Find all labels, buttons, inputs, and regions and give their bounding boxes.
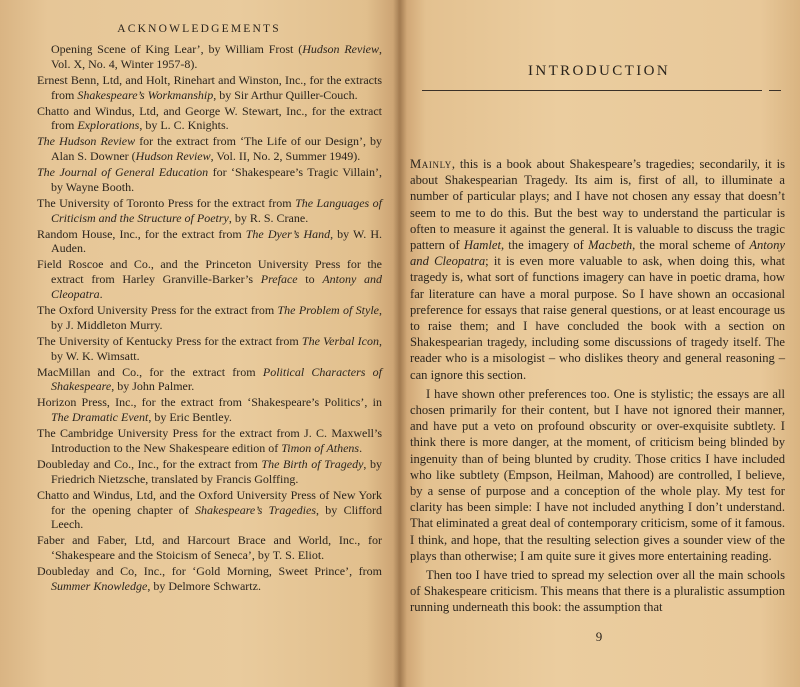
text-run: MacMillan and Co., for the extract from xyxy=(37,364,263,379)
italic-title: Preface xyxy=(260,272,298,287)
italic-title: Summer Knowledge xyxy=(51,578,148,593)
italic-title: Hudson Review xyxy=(135,149,211,164)
italic-title: Macbeth xyxy=(588,238,633,253)
text-run: Doubleday and Co., Inc., for the extract from xyxy=(37,456,262,471)
text-run: , the moral scheme of xyxy=(632,238,750,253)
title-rule xyxy=(422,90,762,91)
body-paragraph xyxy=(410,386,785,564)
text-run: , by Eric Bentley. xyxy=(148,410,232,425)
acknowledgement-entry xyxy=(37,257,382,301)
text-run: , by John Palmer. xyxy=(111,379,195,394)
acknowledgements-list xyxy=(37,42,382,595)
acknowledgement-entry xyxy=(37,73,382,103)
text-run: The Cambridge University Press for the extract from J. C. Maxwell’s Introduction to the New Shakespeare edition of xyxy=(37,426,382,455)
text-run: , by Friedrich Nietzsche, translated by Francis Golffing. xyxy=(51,456,382,486)
italic-title: The Hudson Review xyxy=(37,134,136,149)
acknowledgement-entry xyxy=(37,395,382,425)
body-paragraph xyxy=(410,567,785,616)
acknowledgement-entry xyxy=(37,564,382,594)
italic-title: Hudson Review xyxy=(302,42,379,56)
italic-title: Shakespeare’s Tragedies xyxy=(195,502,316,517)
text-run: Field Roscoe and Co., and the Princeton University Press for the extract from Harley Granville-Barker’s xyxy=(37,257,382,287)
italic-title: The Problem of Style xyxy=(277,303,379,318)
text-run: The University of Toronto Press for the extract from xyxy=(37,195,296,210)
text-run: , by Clifford Leech. xyxy=(51,502,383,532)
chapter-title: INTRODUCTION xyxy=(527,63,671,79)
acknowledgement-entry xyxy=(37,134,382,164)
acknowledgement-entry xyxy=(37,334,382,364)
italic-title: The Languages of Criticism and the Structure of Poetry xyxy=(51,195,382,225)
text-run: I have shown other preferences too. One is stylistic; the essays are all chosen primarily for their content, but I have not ignored their manner, and have put a veto on profound obscurity or over-exquisite subtlety. I think there is more danger, at the moment, of criticism being blinded by ingenuity than of being blunted by crudity. Those critics I have included who like subtlety (Empson, Heilman, Mahood) are controlled, I believe, by a sense of purpose and a conception of the whole play. My test for clarity has been simple: I have not included anything I don’t understand. That eliminated a great deal of contemporary criticism, some of it famous. I think, and hope, that the resulting selection gives a sounder view of the plays than otherwise; I am quite sure it gives more entertaining reading. xyxy=(410,386,785,563)
italic-title: Explorations xyxy=(77,118,140,133)
text-run: Opening Scene of King Lear’, by William Frost ( xyxy=(51,42,303,56)
acknowledgement-entry xyxy=(37,488,382,532)
italic-title: Political Characters of Shakespeare xyxy=(51,364,382,394)
text-run: Faber and Faber, Ltd, and Harcourt Brace and World, Inc., for ‘Shakespeare and the Stoicism of Seneca’, by T. S. Eliot. xyxy=(37,533,382,563)
text-run: Doubleday and Co, Inc., for ‘Gold Morning, Sweet Prince’, from xyxy=(37,564,382,579)
acknowledgement-entry xyxy=(37,457,382,487)
acknowledgement-entry xyxy=(37,365,382,395)
text-run: , Vol. X, No. 4, Winter 1957-8). xyxy=(51,42,382,71)
text-run: Random House, Inc., for the extract from xyxy=(37,226,246,241)
text-run: Chatto and Windus, Ltd, and George W. Stewart, Inc., for the extract from xyxy=(37,103,382,133)
italic-title: Hamlet xyxy=(463,238,501,253)
acknowledgement-entry xyxy=(37,533,382,563)
text-run: Then too I have tried to spread my selection over all the main schools of Shakespeare criticism. This means that there is a pluralistic assumption running underneath this book: the assumption that xyxy=(410,568,785,615)
text-run: , by Delmore Schwartz. xyxy=(147,578,261,593)
text-run: , by W. K. Wimsatt. xyxy=(51,333,382,363)
text-run: The Oxford University Press for the extract from xyxy=(37,303,278,318)
italic-title: Antony and Cleopatra xyxy=(51,272,382,302)
opening-word: Mainly xyxy=(410,157,452,171)
text-run: , by W. H. Auden. xyxy=(51,226,382,256)
text-run: The University of Kentucky Press for the extract from xyxy=(37,333,302,348)
introduction-body xyxy=(410,156,785,616)
text-run: , by Sir Arthur Quiller-Couch. xyxy=(213,87,358,102)
text-run: . xyxy=(359,440,363,455)
text-run: for the extract from ‘The Life of our Design’, by Alan S. Downer ( xyxy=(51,134,383,164)
text-run: Chatto and Windus, Ltd, and the Oxford University Press of New York for the opening chapter of xyxy=(37,487,382,517)
text-run: , by J. Middleton Murry. xyxy=(51,303,382,332)
italic-title: The Dyer’s Hand xyxy=(245,226,331,241)
italic-title: Shakespeare’s Workmanship xyxy=(77,87,214,102)
running-head: ACKNOWLEDGEMENTS xyxy=(117,23,281,35)
acknowledgement-entry xyxy=(37,227,382,257)
body-paragraph xyxy=(410,156,785,383)
left-page xyxy=(0,0,398,687)
text-run: Ernest Benn, Ltd, and Holt, Rinehart and Winston, Inc., for the extracts from xyxy=(37,72,382,102)
acknowledgement-entry xyxy=(37,165,382,195)
italic-title: The Verbal Icon xyxy=(301,333,379,348)
text-run: for ‘Shakespeare’s Tragic Villain’, by Wayne Booth. xyxy=(51,165,382,194)
text-run: , this is a book about Shakespeare’s tragedies; secondarily, it is about Shakespearian Tragedy. Its aim is, first of all, to illuminate a number of particular plays; and I have not chosen any essay that doesn’t seem to me to do this. But the best way to understand the particular is often to measure it against the general. It is valuable to discuss the tragic pattern of xyxy=(410,157,785,253)
text-run: Horizon Press, Inc., for the extract from ‘Shakespeare’s Politics’, in xyxy=(37,395,382,410)
italic-title: The Dramatic Event xyxy=(51,410,149,425)
text-run: . xyxy=(99,287,103,302)
text-run: , by R. S. Crane. xyxy=(228,210,309,225)
italic-title: Timon of Athens xyxy=(281,440,360,455)
text-run: , the imagery of xyxy=(500,238,589,253)
italic-title: The Journal of General Education xyxy=(37,165,209,180)
right-page xyxy=(398,0,800,687)
italic-title: The Birth of Tragedy xyxy=(261,456,364,471)
page-number: 9 xyxy=(595,629,603,644)
acknowledgement-entry xyxy=(37,42,382,72)
text-run: , Vol. II, No. 2, Summer 1949). xyxy=(210,149,361,164)
text-run: to xyxy=(297,272,323,287)
italic-title: Antony and Cleopatra xyxy=(410,238,785,269)
acknowledgement-entry xyxy=(37,196,382,226)
text-run: , by L. C. Knights. xyxy=(139,118,229,133)
acknowledgement-entry xyxy=(37,104,382,134)
acknowledgement-entry xyxy=(37,303,382,333)
text-run: ; it is even more valuable to ask, when doing this, what tragedy is, what sort of functions imagery can have in poetic drama, how far literature can have a moral purpose. So I have shown an occasional preference for essays that raise general questions, or at least encourage us to raise them; and I have concluded the book with a section on Shakespearian tragedy, including some discussions of tragedy itself. The reader who is a misologist – who dislikes theory and general reasoning – can ignore this section. xyxy=(410,254,786,382)
title-rule-dash xyxy=(769,90,781,91)
acknowledgement-entry xyxy=(37,426,382,456)
